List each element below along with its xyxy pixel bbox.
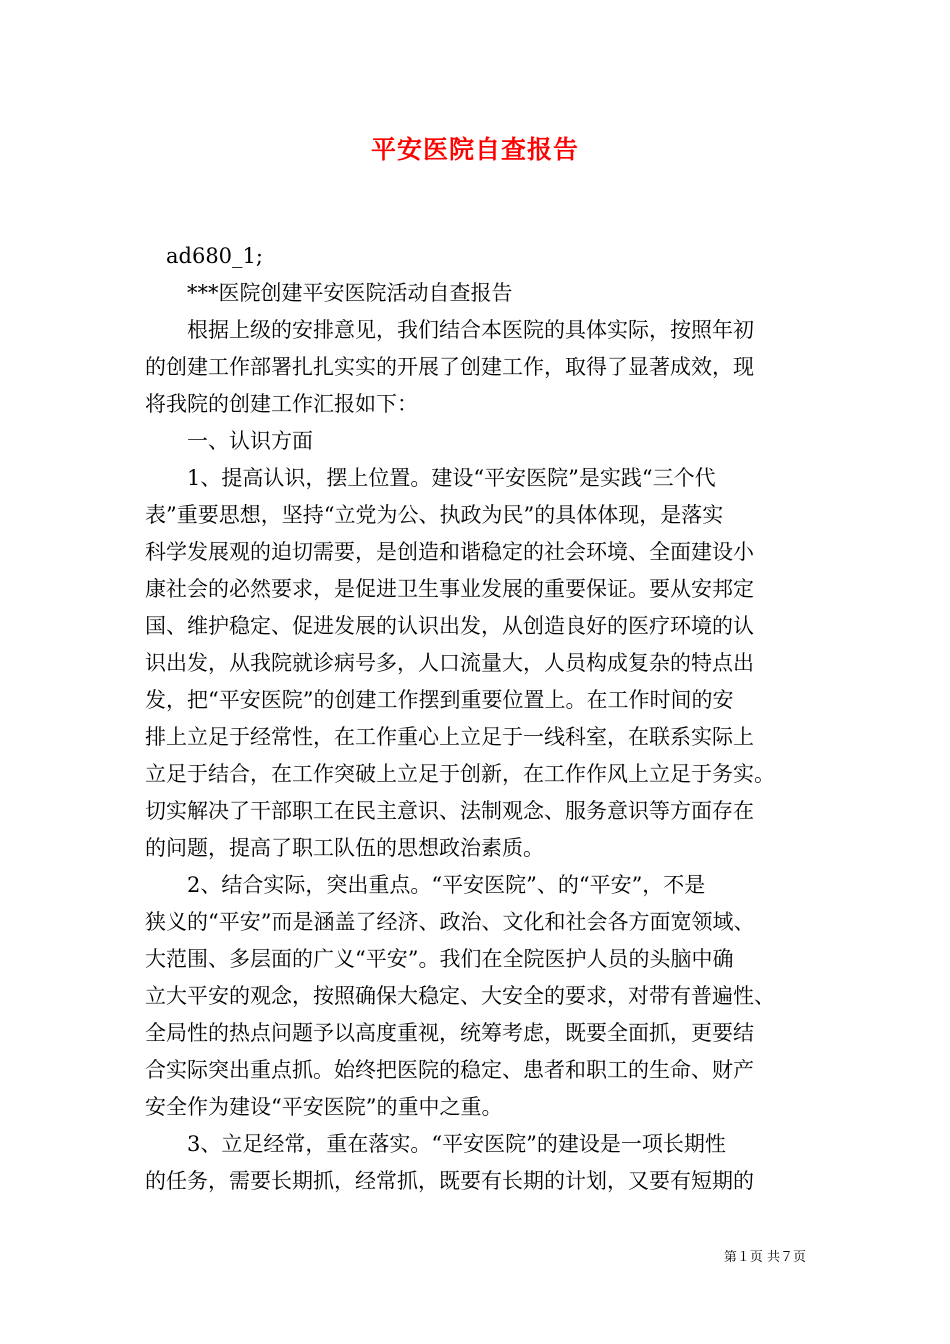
body-line: 发，把“平安医院”的创建工作摆到重要位置上。在工作时间的安: [145, 688, 734, 712]
body-line: 识出发，从我院就诊病号多，人口流量大，人员构成复杂的特点出: [145, 651, 754, 675]
body-line: 的创建工作部署扎扎实实的开展了创建工作，取得了显著成效，现: [145, 355, 754, 379]
body-line: 将我院的创建工作汇报如下：: [145, 392, 418, 416]
body-line: 立足于结合，在工作突破上立足于创新，在工作作风上立足于务实。: [145, 762, 775, 786]
body-line: 的问题，提高了职工队伍的思想政治素质。: [145, 836, 544, 860]
document-body: [145, 238, 809, 1200]
body-line: ad680_1;: [145, 244, 263, 268]
body-line: 根据上级的安排意见，我们结合本医院的具体实际，按照年初: [145, 318, 754, 342]
body-line: 的任务，需要长期抓，经常抓，既要有长期的计划，又要有短期的: [145, 1169, 754, 1193]
body-line: 切实解决了干部职工在民主意识、法制观念、服务意识等方面存在: [145, 799, 754, 823]
body-line: ***医院创建平安医院活动自查报告: [145, 281, 513, 305]
body-line: 排上立足于经常性，在工作重心上立足于一线科室，在联系实际上: [145, 725, 754, 749]
body-line: 合实际突出重点抓。始终把医院的稳定、患者和职工的生命、财产: [145, 1058, 754, 1082]
body-line: 全局性的热点问题予以高度重视，统筹考虑，既要全面抓，更要结: [145, 1021, 754, 1045]
body-line: 国、维护稳定、促进发展的认识出发，从创造良好的医疗环境的认: [145, 614, 754, 638]
body-line: 3、立足经常，重在落实。“平安医院”的建设是一项长期性: [145, 1132, 726, 1156]
page-number: 第１页 共７页: [723, 1250, 806, 1265]
body-line: 科学发展观的迫切需要，是创造和谐稳定的社会环境、全面建设小: [145, 540, 754, 564]
page-title: 平安医院自查报告: [370, 135, 579, 164]
body-line: 康社会的必然要求，是促进卫生事业发展的重要保证。要从安邦定: [145, 577, 754, 601]
body-line: 1、提高认识，摆上位置。建设“平安医院”是实践“三个代: [145, 466, 716, 490]
body-line: 2、结合实际，突出重点。“平安医院”、的“平安”，不是: [145, 873, 706, 897]
body-line: 立大平安的观念，按照确保大稳定、大安全的要求，对带有普遍性、: [145, 984, 775, 1008]
body-line: 表”重要思想，坚持“立党为公、执政为民”的具体体现，是落实: [145, 503, 724, 527]
body-line: 安全作为建设“平安医院”的重中之重。: [145, 1095, 503, 1119]
body-line: 一、认识方面: [145, 429, 313, 453]
body-line: 狭义的“平安”而是涵盖了经济、政治、文化和社会各方面宽领域、: [145, 910, 755, 934]
body-line: 大范围、多层面的广义“平安”。我们在全院医护人员的头脑中确: [145, 947, 734, 971]
